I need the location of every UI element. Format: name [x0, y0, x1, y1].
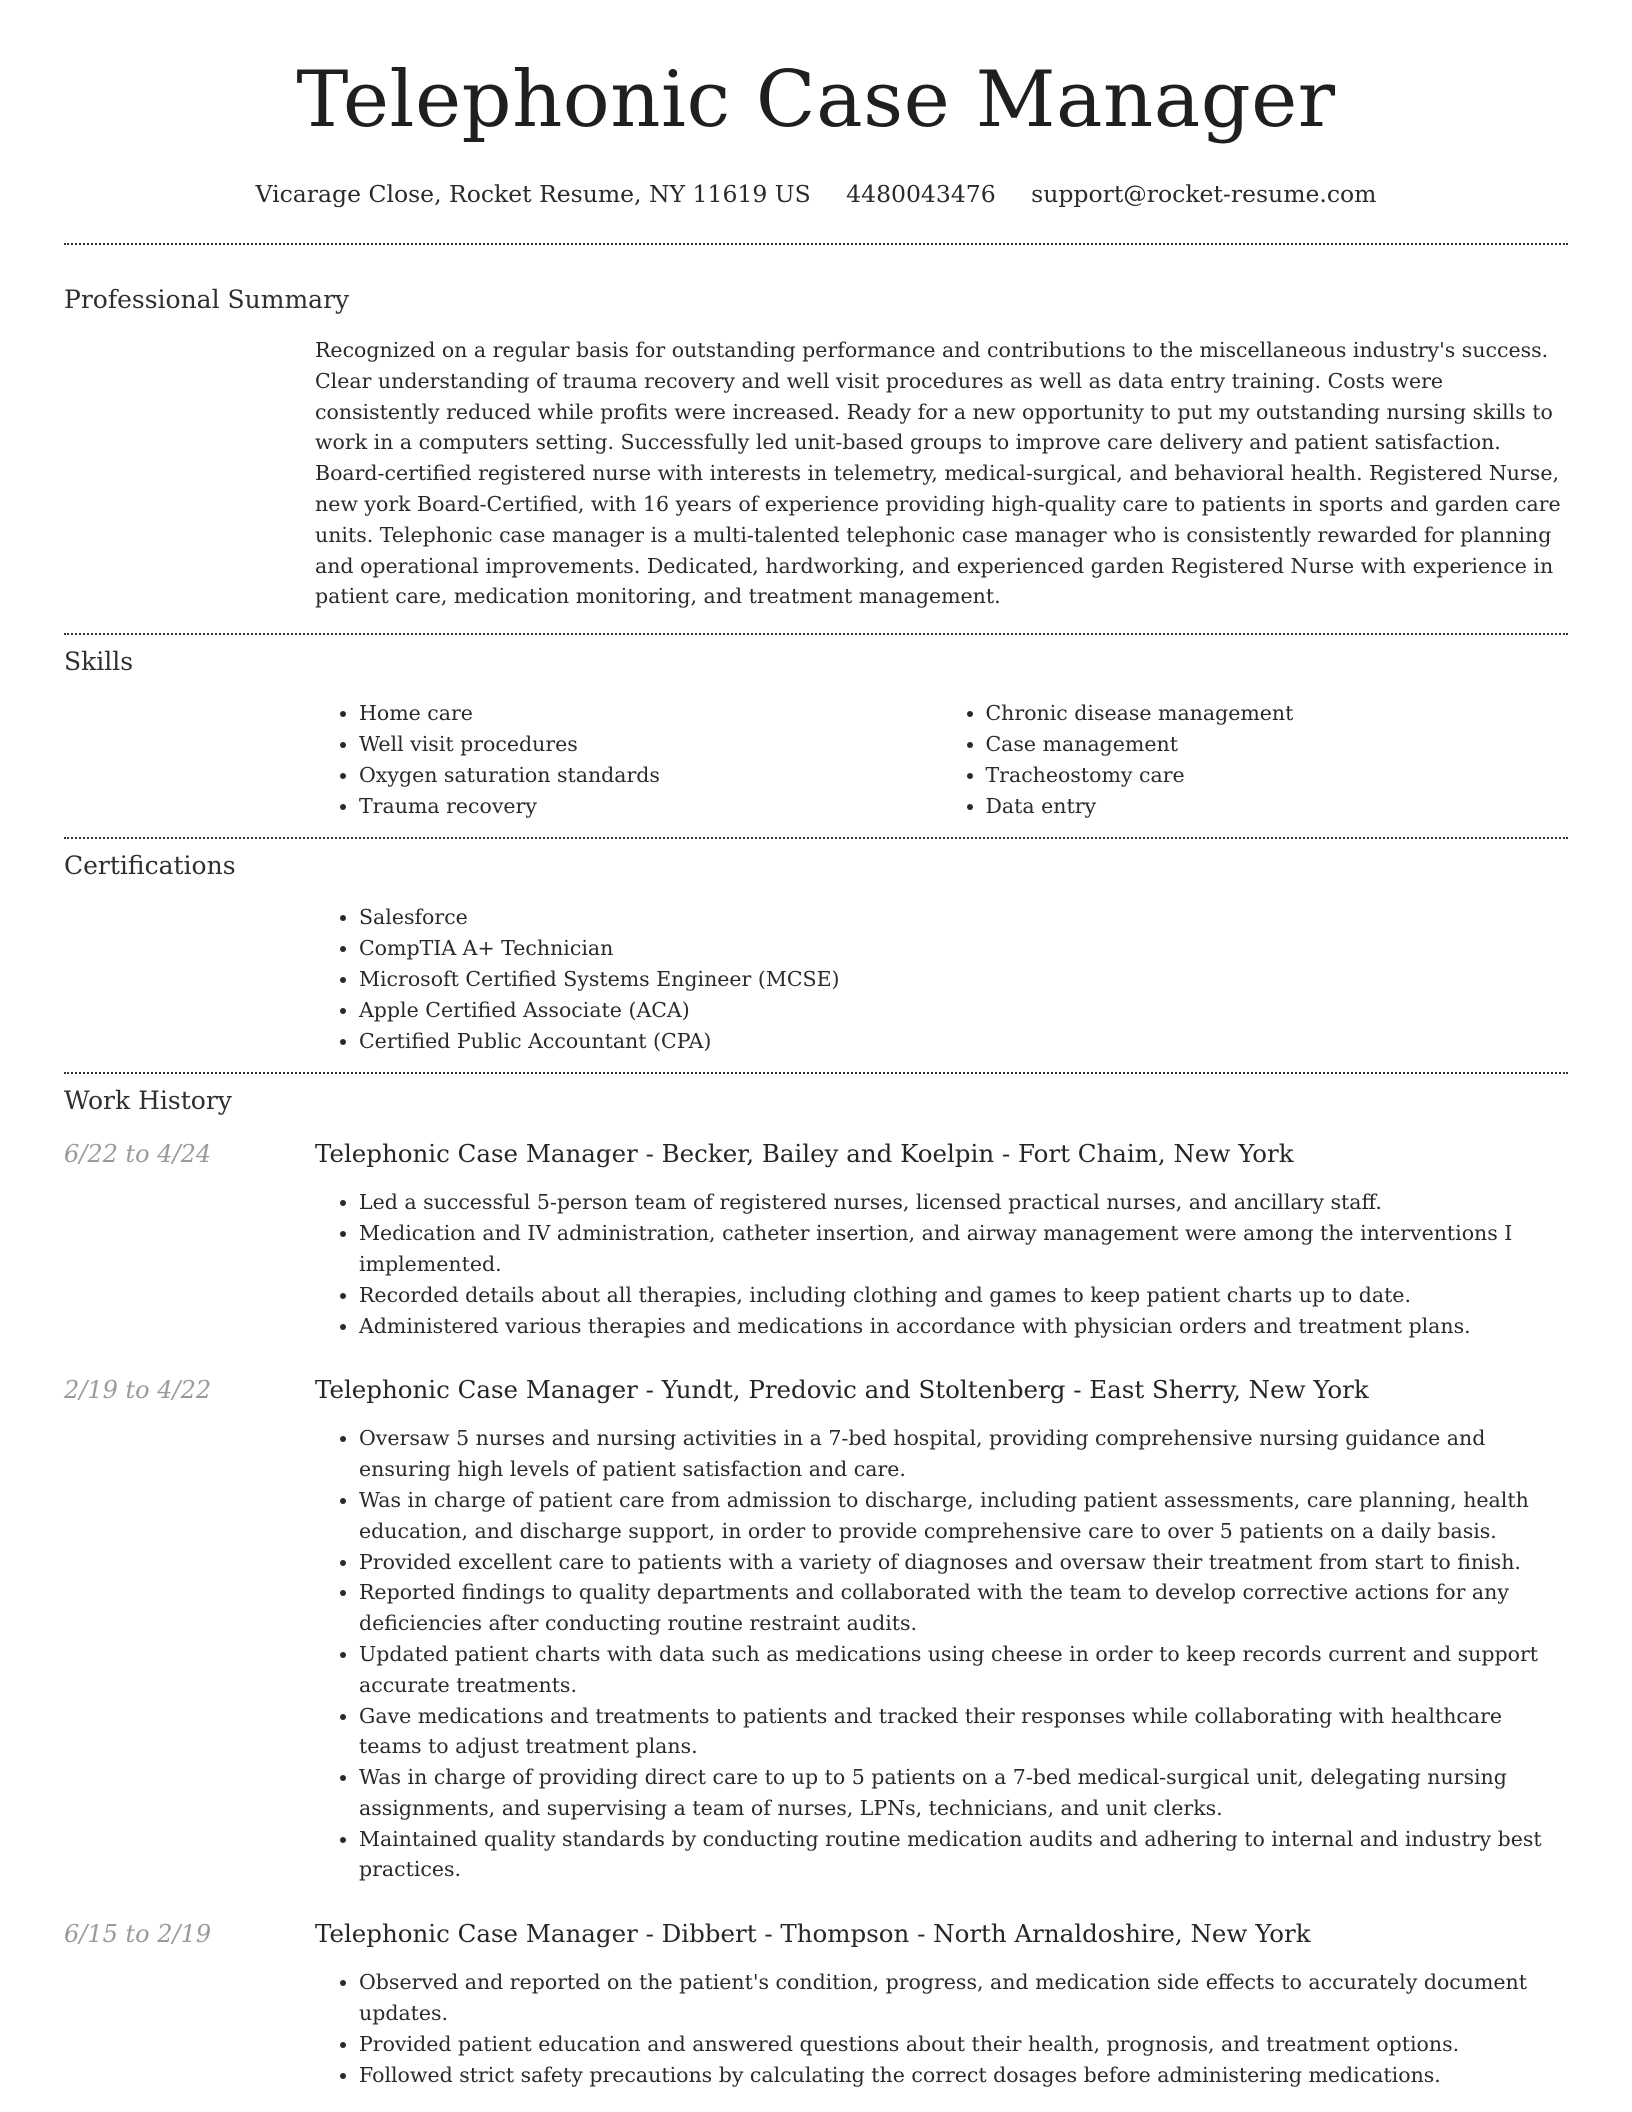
job-bullet: • Maintained quality standards by conducting routine medication audits and adhering to internal and industry best practices. — [359, 1824, 1568, 1886]
job-title: Telephonic Case Manager - Dibbert - Thompson - North Arnaldoshire, New York — [315, 1919, 1311, 1949]
skill-item: • Well visit procedures — [359, 729, 942, 760]
job-dates: 2/19 to 4/22 — [64, 1376, 212, 1405]
certification-item: • Certified Public Accountant (CPA) — [359, 1026, 1568, 1057]
job-entry — [64, 1918, 1568, 2090]
candidate-name: Telephonic Case Manager — [296, 55, 1336, 145]
job-bullet: • Provided excellent care to patients with a variety of diagnoses and oversaw their treatment from start to finish. — [359, 1547, 1568, 1578]
skill-item: • Chronic disease management — [986, 698, 1569, 729]
job-bullet: • Recorded details about all therapies, including clothing and games to keep patient charts up to date. — [359, 1280, 1568, 1311]
contact-line — [64, 178, 1568, 210]
certifications-heading: Certifications — [64, 851, 236, 881]
job-bullet-list — [315, 1967, 1568, 2090]
skill-item: • Home care — [359, 698, 942, 729]
job-header — [64, 1138, 1568, 1170]
job-bullet: • Oversaw 5 nurses and nursing activities in a 7-bed hospital, providing comprehensive nursing guidance and ensuring high levels of patient satisfaction and care. — [359, 1423, 1568, 1485]
skill-item: • Data entry — [986, 791, 1569, 822]
resume-page — [64, 0, 1568, 2090]
job-entry — [64, 1138, 1568, 1341]
job-bullet: • Medication and IV administration, catheter insertion, and airway management were among the interventions I implemented. — [359, 1218, 1568, 1280]
job-bullet: • Updated patient charts with data such as medications using cheese in order to keep records current and support accurate treatments. — [359, 1639, 1568, 1701]
contact-email: support@rocket-resume.com — [1031, 180, 1377, 208]
skills-list-right — [942, 698, 1569, 821]
skills-grid — [315, 698, 1568, 821]
summary-heading: Professional Summary — [64, 285, 350, 314]
job-entry — [64, 1374, 1568, 1885]
job-bullet: • Followed strict safety precautions by calculating the correct dosages before administering medications. — [359, 2060, 1568, 2091]
skill-item: • Tracheostomy care — [986, 760, 1569, 791]
job-bullet: • Was in charge of patient care from admission to discharge, including patient assessments, care planning, health education, and discharge support, in order to provide comprehensive care to over 5 patients on a daily basis. — [359, 1485, 1568, 1547]
job-bullet: • Reported findings to quality departments and collaborated with the team to develop corrective actions for any deficiencies after conducting routine restraint audits. — [359, 1577, 1568, 1639]
certification-item: • CompTIA A+ Technician — [359, 933, 1568, 964]
job-bullets — [315, 1423, 1568, 1885]
divider — [64, 633, 1568, 635]
certifications-list — [315, 902, 1568, 1056]
job-header — [64, 1374, 1568, 1406]
job-bullets — [315, 1967, 1568, 2090]
skill-item: • Trauma recovery — [359, 791, 942, 822]
job-bullet: • Observed and reported on the patient's condition, progress, and medication side effects to accurately document updates. — [359, 1967, 1568, 2029]
certification-item: • Apple Certified Associate (ACA) — [359, 995, 1568, 1026]
work-heading: Work History — [64, 1086, 232, 1116]
certification-item: • Salesforce — [359, 902, 1568, 933]
job-bullet-list — [315, 1187, 1568, 1341]
job-bullets — [315, 1187, 1568, 1341]
certifications-section — [64, 850, 1568, 1056]
divider — [64, 837, 1568, 839]
job-title: Telephonic Case Manager - Becker, Bailey and Koelpin - Fort Chaim, New York — [315, 1139, 1294, 1169]
work-section — [64, 1085, 1568, 2090]
skills-section — [64, 646, 1568, 821]
skills-heading: Skills — [64, 647, 134, 677]
contact-address: Vicarage Close, Rocket Resume, NY 11619 US — [255, 180, 811, 208]
contact-phone: 4480043476 — [846, 180, 996, 208]
job-bullet: • Led a successful 5-person team of registered nurses, licensed practical nurses, and ancillary staff. — [359, 1187, 1568, 1218]
divider — [64, 1072, 1568, 1074]
job-dates: 6/22 to 4/24 — [64, 1140, 212, 1169]
jobs-container — [64, 1138, 1568, 2090]
job-header — [64, 1918, 1568, 1950]
certifications-content — [315, 902, 1568, 1056]
skill-item: • Case management — [986, 729, 1569, 760]
job-bullet-list — [315, 1423, 1568, 1885]
job-bullet: • Gave medications and treatments to patients and tracked their responses while collaborating with healthcare teams to adjust treatment plans. — [359, 1701, 1568, 1763]
job-bullet: • Administered various therapies and medications in accordance with physician orders and treatment plans. — [359, 1311, 1568, 1342]
job-bullet: • Provided patient education and answered questions about their health, prognosis, and treatment options. — [359, 2029, 1568, 2060]
job-bullet: • Was in charge of providing direct care to up to 5 patients on a 7-bed medical-surgical unit, delegating nursing assignments, and supervising a team of nurses, LPNs, technicians, and unit clerks. — [359, 1762, 1568, 1824]
job-dates: 6/15 to 2/19 — [64, 1920, 212, 1949]
summary-section — [64, 284, 1568, 612]
skills-list-left — [315, 698, 942, 821]
summary-text: Recognized on a regular basis for outstanding performance and contributions to the miscellaneous industry's success. Clear understanding of trauma recovery and well visit procedures as well as data entry training. Costs were consistently reduced while profits were increased. Ready for a new opportunity to put my outstanding nursing skills to work in a computers setting. Successfully led unit-based groups to improve care delivery and patient satisfaction. Board-certified registered nurse with interests in telemetry, medical-surgical, and behavioral health. Registered Nurse, new york Board-Certified, with 16 years of experience providing high-quality care to patients in sports and garden care units. Telephonic case manager is a multi-talented telephonic case manager who is consistently rewarded for planning and operational improvements. Dedicated, hardworking, and experienced garden Registered Nurse with experience in patient care, medication monitoring, and treatment management. — [315, 338, 1561, 609]
skill-item: • Oxygen saturation standards — [359, 760, 942, 791]
divider — [64, 243, 1568, 245]
job-title: Telephonic Case Manager - Yundt, Predovic and Stoltenberg - East Sherry, New York — [315, 1375, 1369, 1405]
certification-item: • Microsoft Certified Systems Engineer (MCSE) — [359, 964, 1568, 995]
